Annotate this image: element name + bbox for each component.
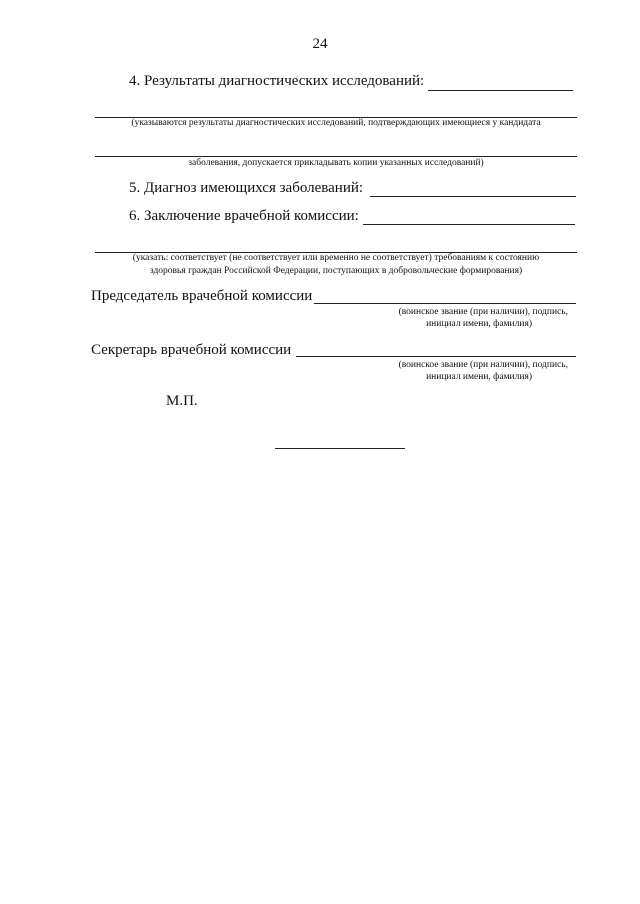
section6-answer-line[interactable]: [363, 224, 575, 225]
section4-note-line2: заболевания, допускается прикладывать копии указанных исследований): [188, 158, 484, 168]
section4-label: 4. Результаты диагностических исследований:: [129, 73, 425, 89]
stamp-place: М.П.: [166, 393, 198, 409]
chairman-label: Председатель врачебной комиссии: [91, 288, 313, 304]
section4-answer-line-3[interactable]: [95, 156, 577, 157]
secretary-label: Секретарь врачебной комиссии: [91, 342, 292, 358]
page-number: 24: [312, 36, 328, 52]
section5-label: 5. Диагноз имеющихся заболеваний:: [129, 180, 364, 196]
chairman-hint-line2: инициал имени, фамилия): [426, 319, 532, 329]
section6-label: 6. Заключение врачебной комиссии:: [129, 208, 359, 224]
section6-note-line1: (указать: соответствует (не соответствует или временно не соответствует) требованиям к состоянию: [132, 253, 540, 263]
section4-answer-line[interactable]: [428, 90, 573, 91]
section6-note-line2: здоровья граждан Российской Федерации, поступающих в добровольческие формирования): [149, 266, 523, 276]
chairman-signature-line[interactable]: [314, 303, 576, 304]
secretary-hint-line1: (воинское звание (при наличии), подпись,: [398, 360, 568, 370]
secretary-signature-line[interactable]: [296, 356, 576, 357]
chairman-hint-line1: (воинское звание (при наличии), подпись,: [398, 307, 568, 317]
secretary-hint-line2: инициал имени, фамилия): [426, 372, 532, 382]
closing-separator: [275, 448, 405, 449]
section4-note-line1: (указываются результаты диагностических исследований, подтверждающих имеющиеся у кандидата: [131, 118, 541, 128]
section5-answer-line[interactable]: [370, 196, 576, 197]
